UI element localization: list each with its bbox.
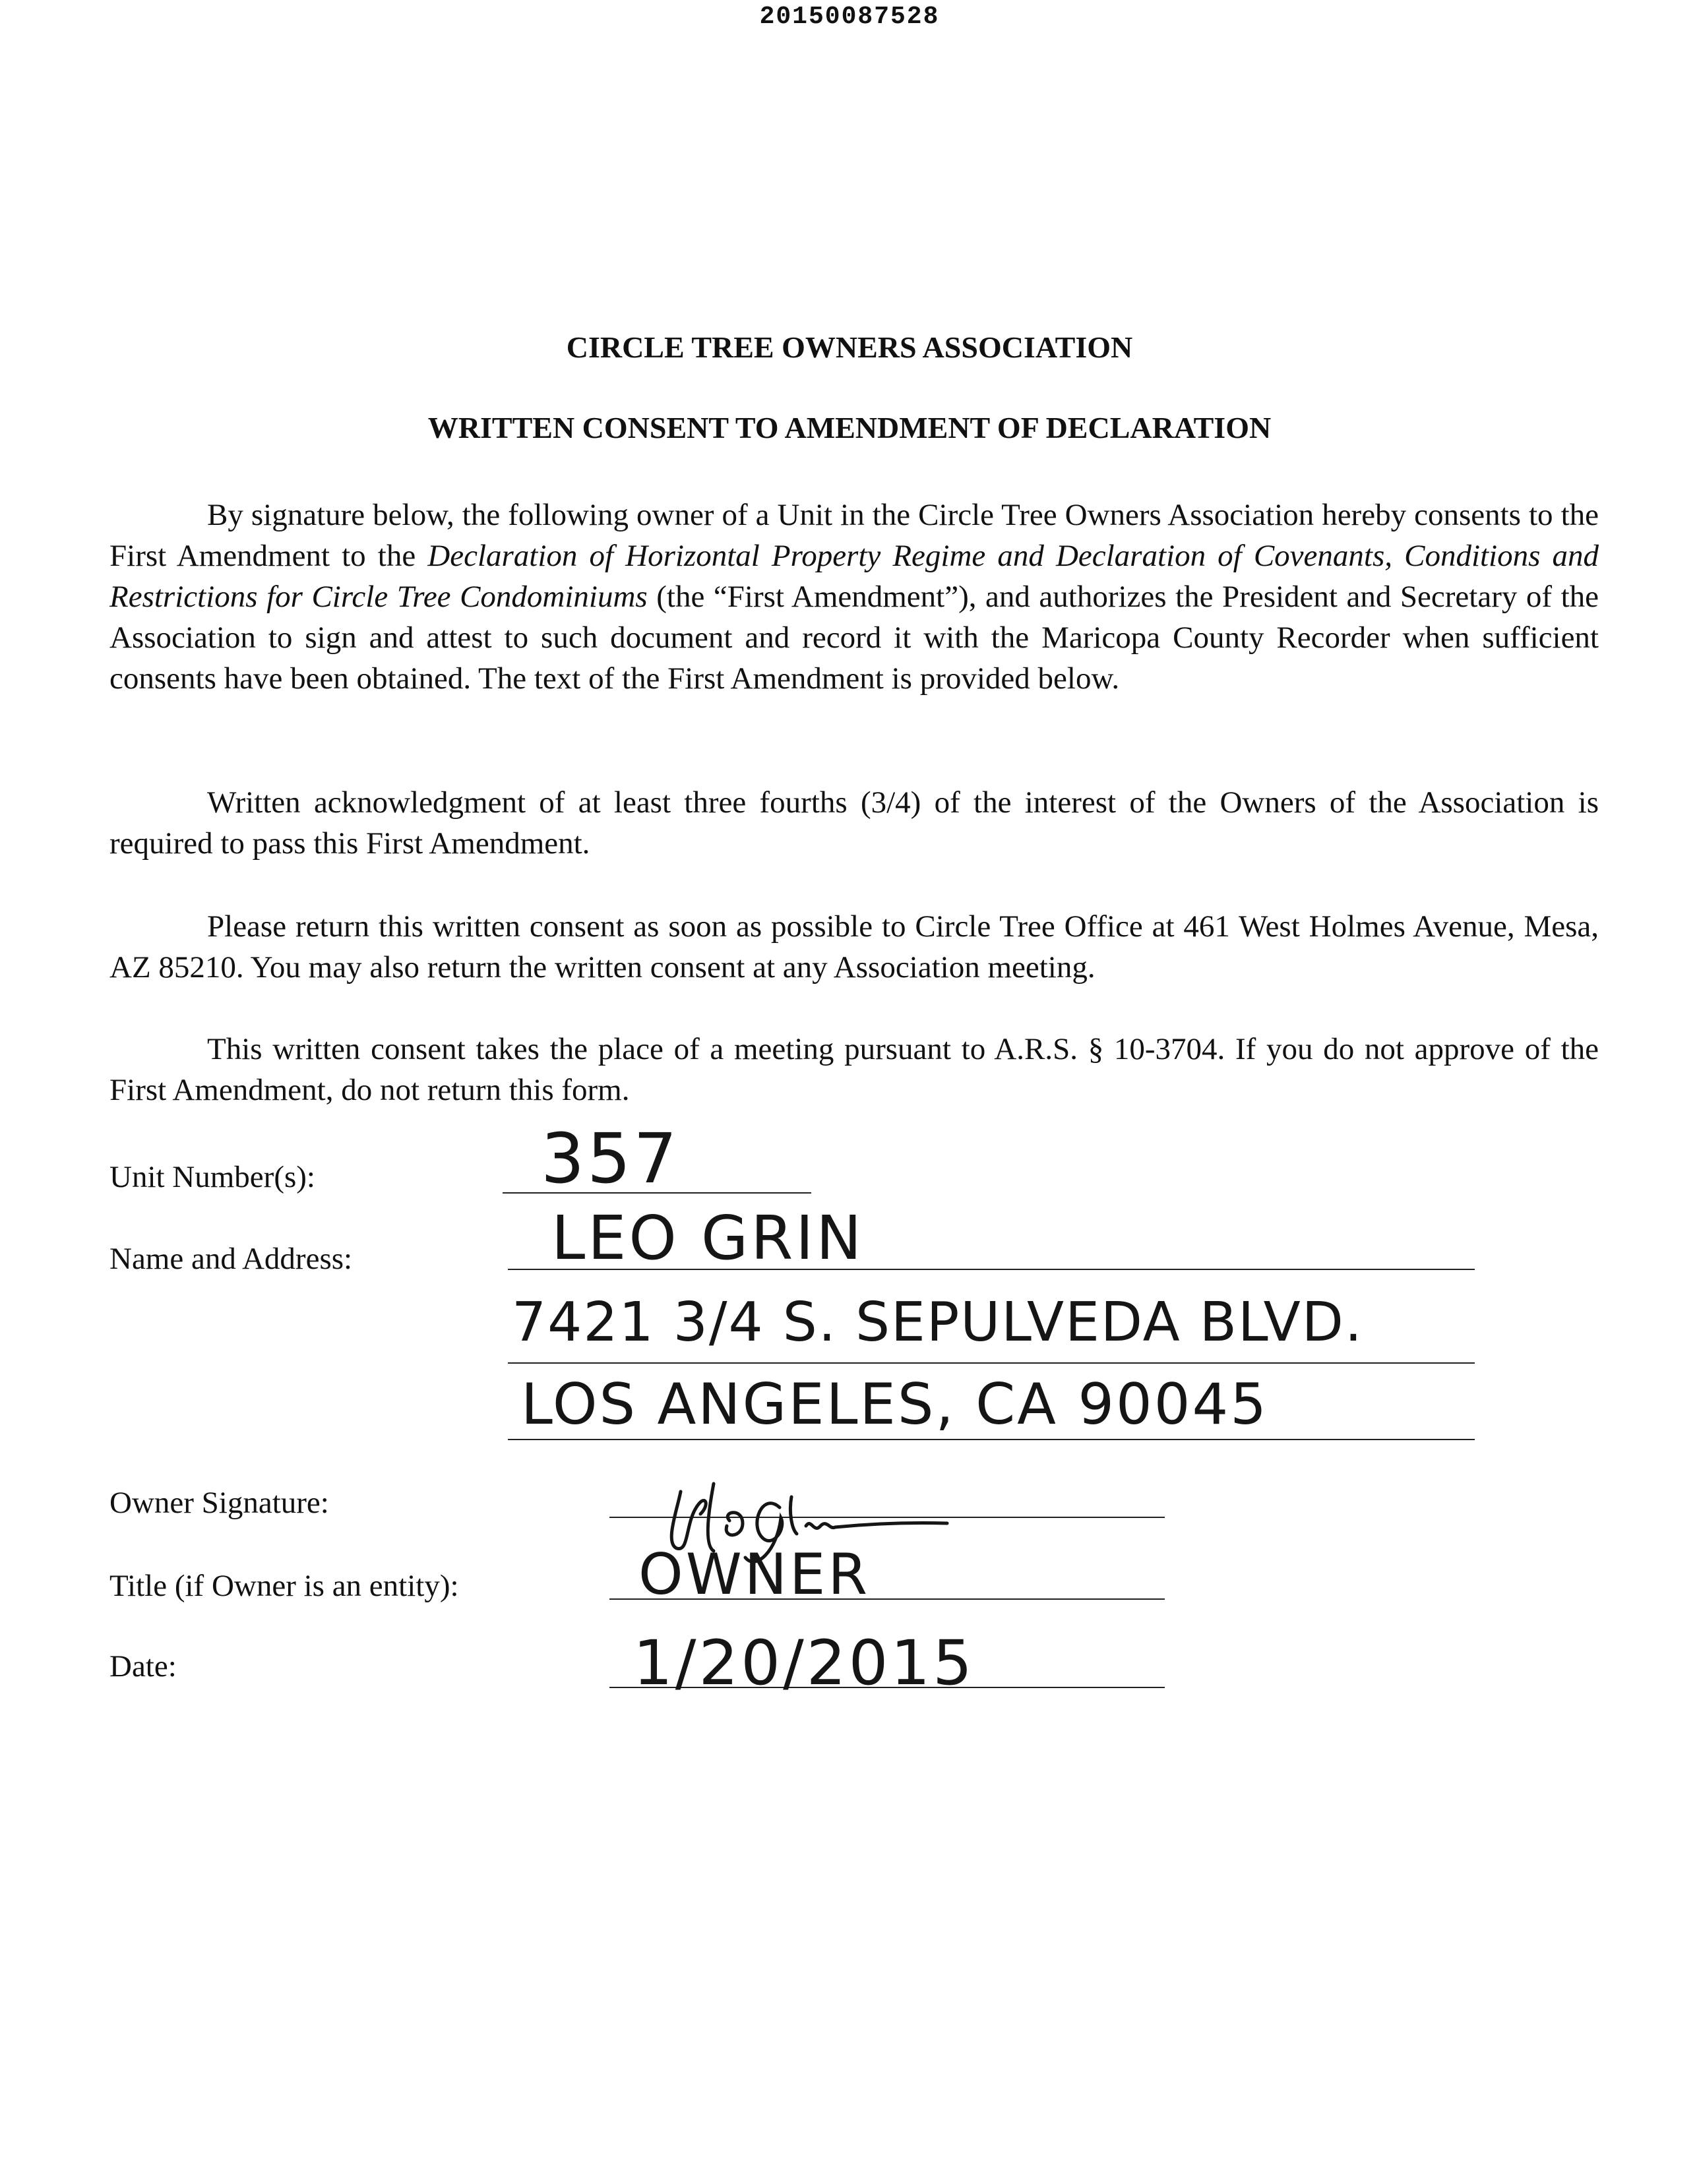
- name-address-label: Name and Address:: [109, 1242, 353, 1276]
- date-value: 1/20/2015: [633, 1627, 975, 1699]
- document-number: 20150087528: [759, 3, 940, 31]
- return-instructions-paragraph: [109, 906, 1599, 988]
- consent-text-end: (the “First Amendment”), and authorizes the President and Secretary of the Association to sign and attest to such document and record it with the Maricopa County Recorder when sufficient consents have been obtained. The text of the First Amendment is provided below.: [109, 580, 1599, 696]
- unit-number-label: Unit Number(s):: [109, 1160, 315, 1194]
- consent-paragraph: [109, 495, 1599, 699]
- meeting-notice-text: This written consent takes the place of a meeting pursuant to A.R.S. § 10-3704. If you do not approve of the First Amendment, do not return this form.: [109, 1032, 1599, 1107]
- address-line-1-value: 7421 3/4 S. SEPULVEDA BLVD.: [512, 1291, 1363, 1354]
- title-label: Title (if Owner is an entity):: [109, 1569, 459, 1603]
- title-value: OWNER: [638, 1542, 871, 1608]
- address-line-1: [508, 1362, 1475, 1364]
- association-title: CIRCLE TREE OWNERS ASSOCIATION: [566, 330, 1133, 364]
- consent-title: WRITTEN CONSENT TO AMENDMENT OF DECLARATION: [427, 411, 1272, 444]
- consent-text-start: By signature below, the following owner of a Unit in the Circle Tree Owners Association hereby consents to the First Amendment to the: [109, 498, 1599, 573]
- acknowledgment-text: Written acknowledgment of at least three fourths (3/4) of the interest of the Owners of the Association is required to pass this First Amendment.: [109, 785, 1599, 861]
- owner-name-value: LEO GRIN: [551, 1203, 865, 1273]
- address-line-2: [508, 1439, 1475, 1440]
- unit-number-value: 357: [541, 1118, 680, 1199]
- date-label: Date:: [109, 1649, 177, 1684]
- address-line-2-value: LOS ANGELES, CA 90045: [521, 1372, 1268, 1438]
- meeting-notice-paragraph: [109, 1029, 1599, 1110]
- acknowledgment-paragraph: [109, 782, 1599, 864]
- declaration-title: Declaration of Horizontal Property Regime and Declaration of Covenants, Conditions and Restrictions for Circle Tree Condominiums: [109, 539, 1599, 614]
- owner-signature-label: Owner Signature:: [109, 1486, 329, 1520]
- return-instructions-text: Please return this written consent as soon as possible to Circle Tree Office at 461 West Holmes Avenue, Mesa, AZ 85210. You may also return the written consent at any Association meeting.: [109, 909, 1599, 985]
